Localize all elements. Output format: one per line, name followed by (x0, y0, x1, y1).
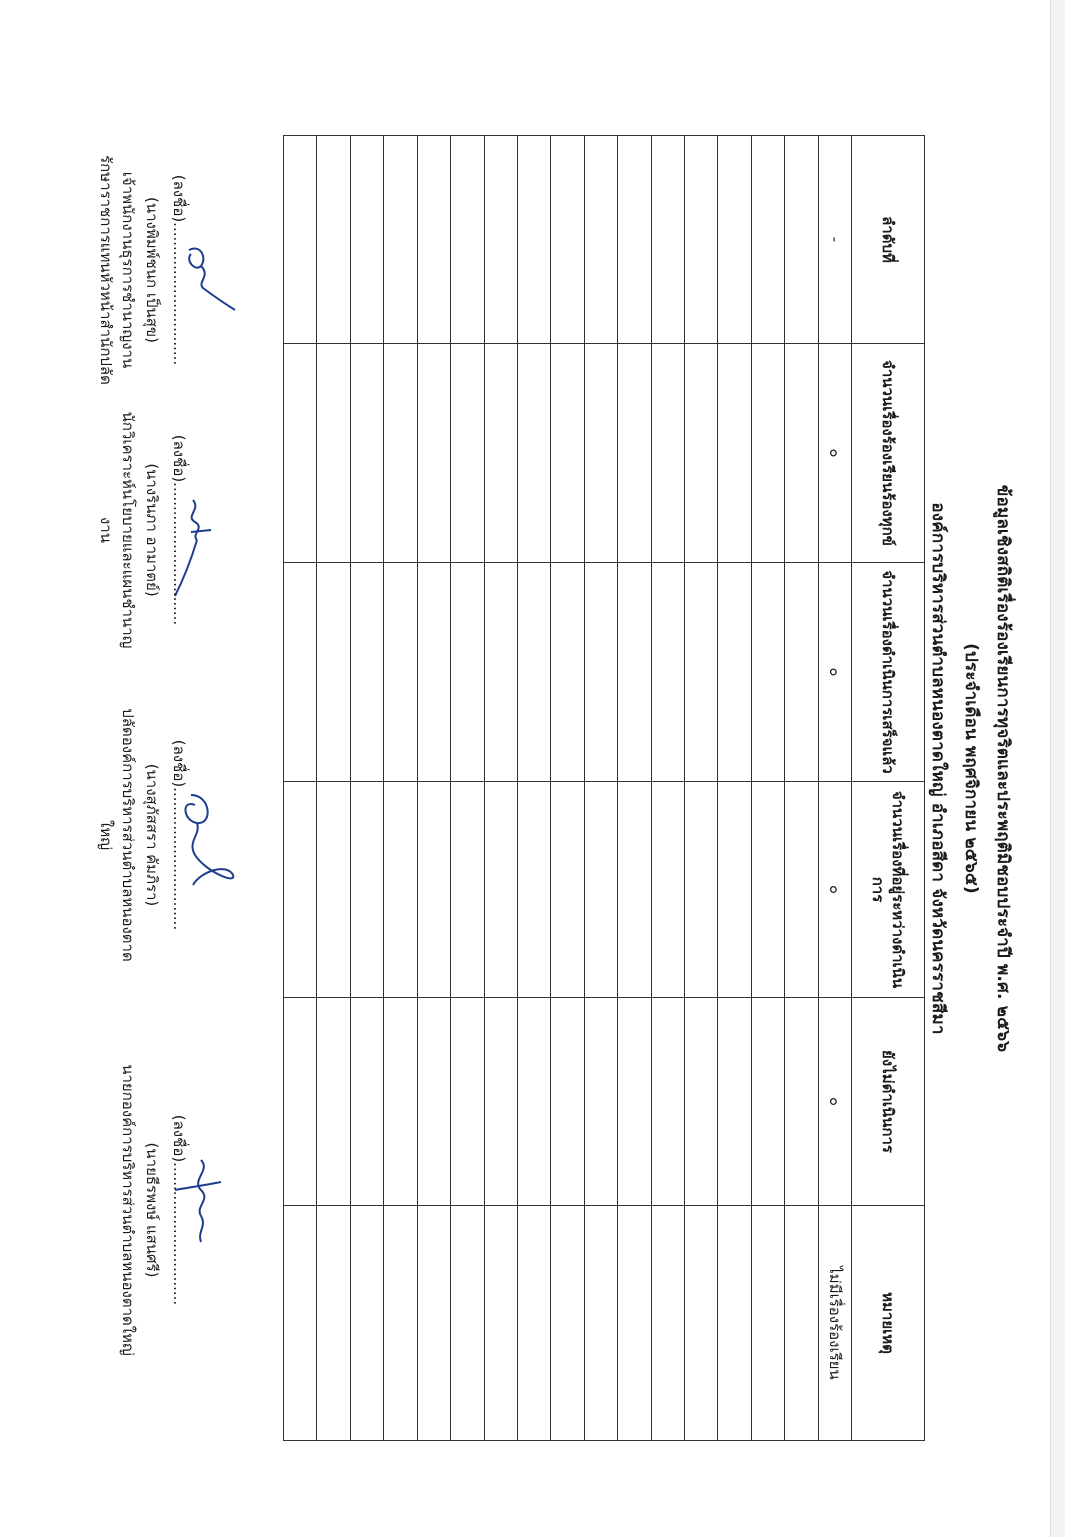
signature-line-3: (ลงชื่อ).............................. (170, 739, 188, 931)
table-cell (517, 344, 550, 563)
table-cell (317, 136, 350, 344)
header-sequence: ลำดับที่ (852, 136, 925, 344)
table-cell (651, 998, 684, 1206)
table-row (350, 136, 383, 1441)
table-cell (484, 563, 517, 782)
organization-name: องค์การบริหารส่วนตำบลหนองตาดใหญ่ อำเภอสีดา จังหวัดนครราชสีมา (928, 502, 948, 1035)
table-cell (317, 782, 350, 998)
signer-position-3: ปลัดองค์การบริหารส่วนตำบลหนองตาดใหญ่ (97, 708, 137, 962)
table-row (384, 136, 417, 1441)
table-cell (417, 998, 450, 1206)
signature-block-2 (95, 400, 193, 660)
table-cell (517, 563, 550, 782)
signer-name-2: (นางรินภา อามาตย์) (143, 463, 161, 597)
header-remarks: หมายเหตุ (852, 1206, 925, 1441)
table-row (517, 136, 550, 1441)
table-cell (551, 1206, 584, 1441)
table-cell (785, 344, 818, 563)
signer-position-2: นักวิเคราะห์นโยบายและแผนชำนาญงาน (97, 411, 137, 649)
table-cell (684, 1206, 717, 1441)
table-cell (718, 563, 751, 782)
table-cell (384, 1206, 417, 1441)
table-cell (350, 136, 383, 344)
table-cell (785, 563, 818, 782)
table-cell (350, 998, 383, 1206)
table-cell (484, 782, 517, 998)
table-cell (551, 136, 584, 344)
table-cell (684, 136, 717, 344)
table-row (718, 136, 751, 1441)
table-cell (451, 344, 484, 563)
table-cell: - (818, 136, 851, 344)
table-cell (651, 344, 684, 563)
table-cell (350, 563, 383, 782)
table-cell (350, 1206, 383, 1441)
table-cell (584, 136, 617, 344)
document-subtitle: (ประจำเดือน พฤศจิกายน ๒๕๖๕) (961, 643, 981, 894)
table-cell (284, 136, 318, 344)
table-cell (284, 998, 318, 1206)
table-body (284, 136, 852, 1441)
table-cell (384, 136, 417, 344)
table-cell (284, 782, 318, 998)
table-cell (451, 782, 484, 998)
table-cell (584, 998, 617, 1206)
table-cell (551, 782, 584, 998)
table-cell (785, 782, 818, 998)
table-cell (517, 998, 550, 1206)
table-cell (684, 998, 717, 1206)
table-cell (284, 563, 318, 782)
table-cell (417, 782, 450, 998)
table-cell: ๐ (818, 998, 851, 1206)
table-cell (417, 344, 450, 563)
table-cell (551, 998, 584, 1206)
table-header-row (852, 136, 925, 1441)
table-cell (684, 344, 717, 563)
signature-line-1: (ลงชื่อ).............................. (170, 174, 188, 366)
table-cell (618, 563, 651, 782)
table-cell (618, 344, 651, 563)
table-row (751, 136, 784, 1441)
signer-position-4: นายกองค์การบริหารส่วนตำบลหนองตาดใหญ่ (119, 1064, 137, 1356)
signer-acting-note: รักษาราชการแทนหัวหน้าสำนักปลัด (97, 155, 115, 385)
table-cell (751, 344, 784, 563)
signer-position-1: เจ้าพนักงานธุรการชำนาญงาน (119, 171, 137, 369)
table-row (317, 136, 350, 1441)
signature-block-3 (95, 705, 193, 965)
table-cell (517, 1206, 550, 1441)
table-cell (517, 782, 550, 998)
table-cell (417, 136, 450, 344)
table-cell (751, 782, 784, 998)
table-cell (451, 136, 484, 344)
table-row (451, 136, 484, 1441)
table-cell (618, 998, 651, 1206)
table-cell (785, 998, 818, 1206)
table-cell (718, 782, 751, 998)
header-in-progress: จำนวนเรื่องที่อยู่ระหว่างดำเนินการ (852, 782, 925, 998)
header-completed: จำนวนเรื่องดำเนินการเสร็จแล้ว (852, 563, 925, 782)
table-cell (684, 782, 717, 998)
table-cell (785, 136, 818, 344)
table-cell (618, 1206, 651, 1441)
table-row (584, 136, 617, 1441)
table-cell (584, 344, 617, 563)
table-cell (651, 1206, 684, 1441)
table-cell (651, 136, 684, 344)
table-row (484, 136, 517, 1441)
table-cell: ๐ (818, 782, 851, 998)
table-cell (618, 782, 651, 998)
table-cell (384, 563, 417, 782)
table-cell (350, 344, 383, 563)
table-cell (751, 563, 784, 782)
table-cell (484, 136, 517, 344)
table-cell (651, 563, 684, 782)
table-cell (751, 998, 784, 1206)
document-title: ข้อมูลเชิงสถิติเรื่องร้องเรียนการทุจริตและประพฤติมิชอบประจำปี พ.ศ. ๒๕๖๖ (993, 484, 1013, 1053)
table-cell (317, 563, 350, 782)
table-cell (684, 563, 717, 782)
table-cell (718, 344, 751, 563)
table-row (818, 136, 851, 1441)
table-cell (584, 563, 617, 782)
table-cell (451, 998, 484, 1206)
complaint-statistics-table (283, 135, 925, 1441)
table-row (284, 136, 318, 1441)
table-row (785, 136, 818, 1441)
signature-line-4: (ลงชื่อ).............................. (170, 1114, 188, 1306)
table-cell (618, 136, 651, 344)
table-cell (384, 998, 417, 1206)
table-cell (718, 136, 751, 344)
header-complaints-received: จำนวนเรื่องร้องเรียนร้องทุกข์ (852, 344, 925, 563)
table-cell (484, 998, 517, 1206)
signer-name-1: (นางพิมพ์ชนก เป็นสุข) (143, 197, 161, 343)
header-not-started: ยังไม่ดำเนินการ (852, 998, 925, 1206)
table-cell (484, 344, 517, 563)
table-cell (584, 1206, 617, 1441)
table-cell (785, 1206, 818, 1441)
table-cell (484, 1206, 517, 1441)
table-cell (718, 1206, 751, 1441)
table-cell (751, 1206, 784, 1441)
table-row (684, 136, 717, 1441)
table-cell (451, 563, 484, 782)
table-row (551, 136, 584, 1441)
table-cell (718, 998, 751, 1206)
table-cell: ไม่มีเรื่องร้องเรียน (818, 1206, 851, 1441)
table-cell (451, 1206, 484, 1441)
table-cell: ๐ (818, 563, 851, 782)
table-row (417, 136, 450, 1441)
table-cell (317, 1206, 350, 1441)
table-cell (317, 344, 350, 563)
table-cell (350, 782, 383, 998)
table-cell (284, 1206, 318, 1441)
table-cell (551, 344, 584, 563)
table-cell (417, 563, 450, 782)
table-cell (551, 563, 584, 782)
signer-name-3: (นางสุภัสสรา คัมภิรา) (143, 763, 161, 907)
table-cell (284, 344, 318, 563)
table-cell (584, 782, 617, 998)
signer-name-4: (นายธีรพงษ์ แสนศรี) (143, 1142, 161, 1278)
table-cell (384, 344, 417, 563)
table-cell (417, 1206, 450, 1441)
signature-line-2: (ลงชื่อ).............................. (170, 434, 188, 626)
signature-block-4 (117, 1060, 193, 1360)
table-row (618, 136, 651, 1441)
table-row (651, 136, 684, 1441)
table-cell (517, 136, 550, 344)
table-cell: ๐ (818, 344, 851, 563)
table-cell (317, 998, 350, 1206)
table-cell (384, 782, 417, 998)
table-cell (651, 782, 684, 998)
table-cell (751, 136, 784, 344)
signature-block-1 (95, 140, 193, 400)
